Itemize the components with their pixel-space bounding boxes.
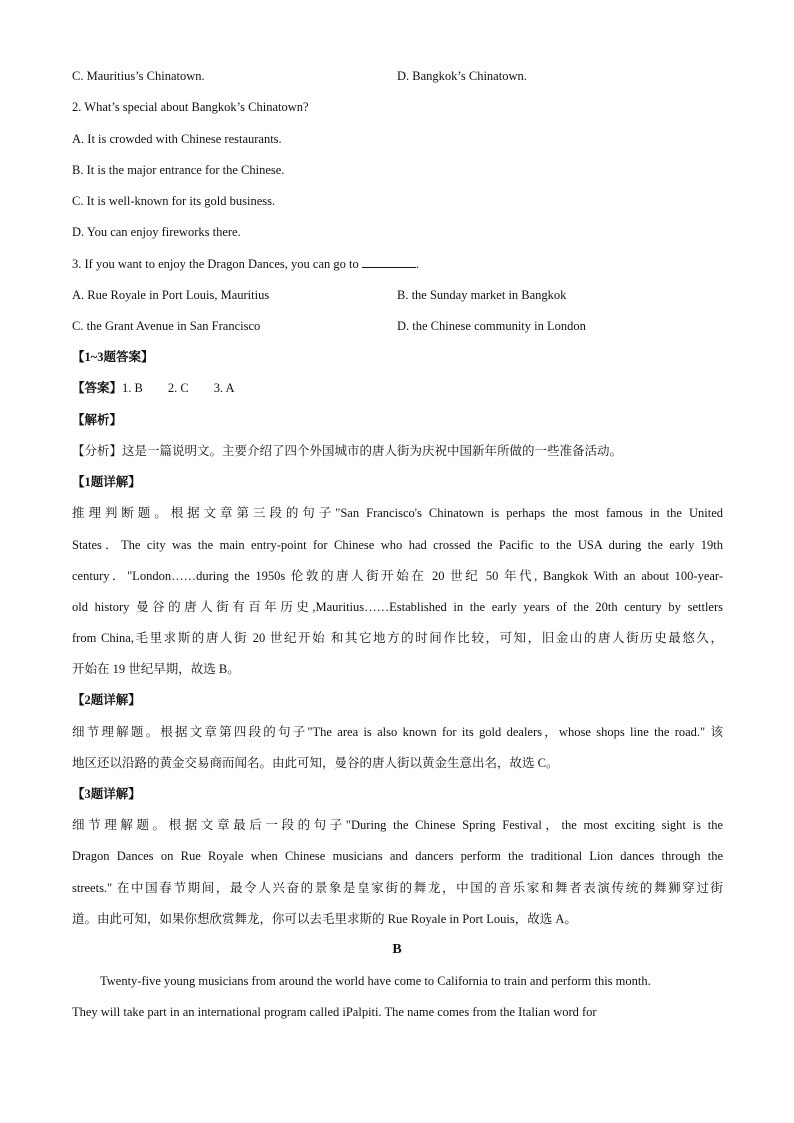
detail1-line: from China,毛里求斯的唐人街 20 世纪开始 和其它地方的时间作比较，可知，旧金山的唐人街历史最悠久， bbox=[72, 631, 723, 645]
q3-options-row-2 bbox=[72, 318, 586, 334]
section-b-heading: B bbox=[392, 942, 402, 957]
q3-stem bbox=[72, 255, 419, 272]
q3-stem-text: 3. If you want to enjoy the Dragon Dances, you can go to bbox=[72, 257, 359, 271]
detail2-line: 地区还以沿路的黄金交易商而闻名。由此可知，曼谷的唐人街以黄金生意出名，故选 C。 bbox=[72, 756, 559, 770]
detail1-line: States．The city was the main entry-point for Chinese who had crossed the Pacific to the USA during the early 19th bbox=[72, 538, 723, 552]
q3-stem-end: . bbox=[415, 257, 419, 271]
q1-options-row bbox=[72, 68, 527, 84]
q3-option-c: C. the Grant Avenue in San Francisco bbox=[72, 319, 261, 333]
detail3-line: 细节理解题。根据文章最后一段的句子"During the Chinese Spring Festival，the most exciting sight is the bbox=[72, 818, 723, 832]
detail1-line: 开始在 19 世纪早期，故选 B。 bbox=[72, 662, 240, 676]
detail2-heading: 【2题详解】 bbox=[72, 693, 141, 707]
q2-stem: 2. What’s special about Bangkok’s Chinatown? bbox=[72, 100, 309, 114]
q3-option-a: A. Rue Royale in Port Louis, Mauritius bbox=[72, 288, 270, 302]
detail3-heading: 【3题详解】 bbox=[72, 787, 141, 801]
q3-option-b: B. the Sunday market in Bangkok bbox=[397, 288, 567, 302]
q2-option-d: D. You can enjoy fireworks there. bbox=[72, 225, 241, 239]
detail1-line: century．"London……during the 1950s 伦敦的唐人街开始在 20 世纪 50 年代, Bangkok With an about 100-year- bbox=[72, 569, 723, 583]
detail3-line: 道。由此可知，如果你想欣赏舞龙，你可以去毛里求斯的 Rue Royale in Port Louis，故选 A。 bbox=[72, 912, 577, 926]
q1-option-d: D. Bangkok’s Chinatown. bbox=[397, 69, 527, 83]
analysis-heading: 【解析】 bbox=[72, 413, 123, 427]
q2-option-c: C. It is well-known for its gold business. bbox=[72, 194, 276, 208]
analysis-summary: 【分析】这是一篇说明文。主要介绍了四个外国城市的唐人街为庆祝中国新年所做的一些准备活动。 bbox=[72, 444, 623, 458]
detail3-line: streets." 在中国春节期间，最令人兴奋的景象是皇家街的舞龙，中国的音乐家和舞者表演传统的舞狮穿过街 bbox=[72, 881, 723, 895]
answers-heading: 【1~3题答案】 bbox=[72, 350, 154, 364]
section-b-line: They will take part in an international program called iPalpiti. The name comes from the Italian word for bbox=[72, 1005, 597, 1019]
detail1-line: 推理判断题。根据文章第三段的句子"San Francisco's Chinatown is perhaps the most famous in the United bbox=[72, 506, 723, 520]
answers-row bbox=[72, 380, 235, 396]
q3-option-d: D. the Chinese community in London bbox=[397, 319, 586, 333]
detail3-line: Dragon Dances on Rue Royale when Chinese musicians and dancers perform the traditional Lion dances through the bbox=[72, 849, 723, 863]
section-b-line: Twenty-five young musicians from around the world have come to California to train and perform this month. bbox=[100, 974, 651, 988]
detail1-line: old history 曼谷的唐人街有百年历史,Mauritius……Established in the early years of the 20th century by settlers bbox=[72, 600, 723, 614]
answer-blank bbox=[362, 255, 416, 268]
detail1-heading: 【1题详解】 bbox=[72, 475, 141, 489]
answer-values: 1. B 2. C 3. A bbox=[122, 381, 235, 395]
q2-option-a: A. It is crowded with Chinese restaurants. bbox=[72, 132, 282, 146]
answer-label: 【答案】 bbox=[72, 381, 123, 395]
q1-option-c: C. Mauritius’s Chinatown. bbox=[72, 69, 205, 83]
q3-options-row-1 bbox=[72, 287, 566, 303]
q2-option-b: B. It is the major entrance for the Chinese. bbox=[72, 163, 285, 177]
detail2-line: 细节理解题。根据文章第四段的句子"The area is also known for its gold dealers，whose shops line the road." 该 bbox=[72, 725, 723, 739]
